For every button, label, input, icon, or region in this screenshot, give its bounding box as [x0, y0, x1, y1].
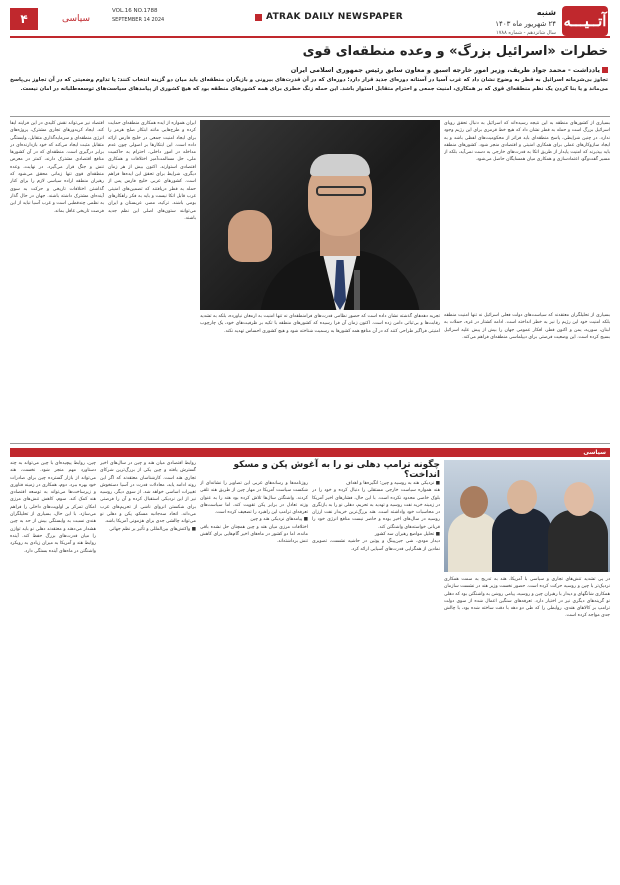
- microphone-icon: [354, 270, 360, 310]
- lead-intro: تجاوز بی‌شرمانه اسرائیل به قطر به وضوح نشان داد که غرب آسیا در آستانه دوره‌ای جدید قرار دارد؛ دوره‌ای که در آن قدرت‌های بیرونی و بازیگران منطقه‌ای باید میان دو گزینه انتخاب کنند: یا تداوم وضعیتی که در آن تجاوز بی‌پاسخ می‌ماند و یا بنا کردن یک نظم منطقه‌ای قوی که بر همکاری، امنیت جمعی و احترام متقابل استوار باشد. این حمله زنگ خطری برای همه کشورهای منطقه بود که هیچ کشوری از پیامدهای سیاست‌های توسعه‌طلبانه در امان نیست.: [10, 77, 608, 92]
- volume-date: SEPTEMBER 14 2024: [112, 17, 165, 23]
- issue-date: ۲۴ شهریور ماه ۱۴۰۳: [495, 20, 556, 28]
- second-column-1: در پی تشدید تنش‌های تجاری و سیاسی با آمریکا، هند به تدریج به سمت همکاری نزدیک‌تر با چین و روسیه حرکت کرده است. حضور نخست وزیر هند در نشست سازمان همکاری شانگهای و دیدار با رهبران چین و روسیه، پیامی روشن به واشنگتن بود که دهلی نو گزینه‌های دیگری نیز در اختیار دارد. تعرفه‌های سنگین اعمال شده از سوی دولت ترامپ بر کالاهای هندی، روابطی را که طی دو دهه با دقت ساخته شده بود، با چالش جدی مواجه کرده است.: [444, 577, 610, 619]
- second-column-3: روزنامه‌ها و رسانه‌های غربی این تصاویر را نشانه‌ای از شکست سیاست آمریکا در مهار چین از طریق هند تلقی کردند. واشنگتن سال‌ها تلاش کرده بود هند را به عنوان وزنه تعادل در برابر پکن تقویت کند، اما سیاست‌های تعرفه‌ای ترامپ این راهبرد را تضعیف کرده است. ■ پیامدهای نزدیکی هند و چین اختلافات مرزی میان هند و چین همچنان حل نشده باقی مانده، اما دو کشور در ماه‌های اخیر گام‌هایی برای کاهش تنش برداشته‌اند.: [200, 481, 308, 545]
- photo-person-3: [548, 510, 608, 572]
- intro-divider: [10, 116, 610, 117]
- second-column-5: چین، روابط پیچیده‌ای با چین می‌تواند به چند دستاورد مهم منجر شود. نخست، هند می‌تواند از بازار گسترده چین برای صادرات خود بهره ببرد. دوم، همکاری در زمینه فناوری و زیرساخت‌ها می‌تواند به توسعه اقتصادی هند کمک کند. سوم، کاهش تنش‌های مرزی امکان تمرکز بر اولویت‌های داخلی را فراهم می‌سازد. با این حال، بسیاری از تحلیلگران هندی نسبت به وابستگی بیش از حد به چین هشدار می‌دهند و معتقدند دهلی نو باید توازن را میان قدرت‌های بزرگ حفظ کند. آینده روابط هند و آمریکا به میزان زیادی به رویکرد واشنگتن در ماه‌های آینده بستگی دارد.: [10, 461, 96, 554]
- page-number: ۴: [10, 8, 38, 30]
- second-column-4: روابط اقتصادی میان هند و چین در سال‌های اخیر گسترش یافته و چین یکی از بزرگ‌ترین شرکای تجاری هند است. کارشناسان معتقدند که اگر این روند ادامه یابد، معادلات قدرت در آسیا دستخوش تغییرات اساسی خواهد شد. از سوی دیگر، روسیه نیز از این نزدیکی استقبال کرده و آن را فرصتی برای شکستن انزوای ناشی از تحریم‌های غرب می‌داند. اتحاد سه‌جانبه مسکو، پکن و دهلی نو می‌تواند چالشی جدی برای هژمونی آمریکا باشد. ■ واکنش‌های بین‌المللی و تأثیر بر نظم جهانی: [100, 461, 196, 532]
- photo-face-2: [507, 480, 537, 514]
- newspaper-logo: آتــیـــه: [562, 6, 608, 36]
- lead-column-2: تجربه دهه‌های گذشته نشان داده است که حضور نظامی قدرت‌های فرامنطقه‌ای نه تنها امنیت به ارمغان نیاورده، بلکه به تشدید رقابت‌ها و بی‌ثباتی دامن زده است. اکنون زمان آن فرا رسیده که کشورهای منطقه با تکیه بر ظرفیت‌های خود، یک چارچوب امنیتی فراگیر طراحی کنند که در آن منافع همه کشورها به رسمیت شناخته شود و هیچ کشوری احساس تهدید نکند.: [200, 314, 440, 334]
- lead-column-1-cont: بسیاری از تحلیلگران معتقدند که سیاست‌های دولت فعلی اسرائیل نه تنها امنیت منطقه بلکه امنیت خود این رژیم را نیز به خطر انداخته است. ادامه کشتار در غزه، حملات به لبنان، سوریه، یمن و اکنون قطر، افکار عمومی جهان را بیش از پیش علیه اسرائیل بسیج کرده است. این وضعیت فرصتی برای دیپلماسی منطقه‌ای فراهم می‌کند.: [444, 313, 610, 340]
- lead-headline: خطرات «اسرائیل بزرگ» و وعده منطقه‌ای قوی: [302, 44, 608, 59]
- lead-byline: یادداشت - محمد جواد ظریف، وزیر امور خارجه اسبق و معاون سابق رئیس جمهوری اسلامی ایران: [290, 66, 600, 74]
- square-bullet-icon: [255, 14, 262, 21]
- header-divider: [10, 36, 610, 38]
- photo-hair: [310, 154, 370, 176]
- lead-column-4: اقتصاد نیز می‌تواند نقش کلیدی در این فرایند ایفا کند. ایجاد کریدورهای تجاری مشترک، پروژه‌های انرژی منطقه‌ای و سرمایه‌گذاری متقابل، وابستگی متقابل مثبت ایجاد می‌کند که خود بازدارنده‌ای در برابر درگیری است. منطقه‌ای که در آن کشورها منافع اقتصادی مشترک دارند، کمتر در معرض تنش و جنگ قرار می‌گیرد. در نهایت، وعده منطقه‌ای قوی تنها زمانی محقق می‌شود که رهبران منطقه اراده سیاسی لازم را برای کنار گذاشتن اختلافات تاریخی و حرکت به سوی آینده‌ای مشترک داشته باشند. جهان در حال گذار به نظمی چندقطبی است و غرب آسیا نباید از این فرصت تاریخی غافل بماند.: [10, 121, 104, 214]
- second-headline: چگونه ترامپ دهلی نو را به آغوش پکن و مسکو انداخت؟: [233, 460, 440, 480]
- second-column-2: ■ نزدیکی هند به روسیه و چین؛ انگیزه‌ها و اهداف هند همواره سیاست خارجی مستقلی را دنبال کرده و خود را در بلوک خاصی محدود نکرده است. با این حال، فشارهای اخیر آمریکا در زمینه خرید نفت روسیه و تهدید به تحریم، دهلی نو را به بازنگری در محاسبات خود واداشته است. هند بزرگ‌ترین خریدار نفت ارزان روسیه در سال‌های اخیر بوده و حاضر نیست منافع انرژی خود را قربانی خواسته‌های واشنگتن کند. ■ تحلیل مواضع رهبران سه کشور دیدار مودی، شی جین‌پینگ و پوتین در حاشیه نشست، تصویری نمادین از همگرایی قدرت‌های آسیایی ارائه کرد.: [312, 481, 440, 552]
- photo-face-3: [564, 482, 594, 516]
- volume-number: VOL.16 NO.1788: [112, 8, 158, 14]
- photo-person-2: [492, 508, 552, 572]
- lead-column-1: بسیاری از کشورهای منطقه به این نتیجه رسیده‌اند که اسرائیل به دنبال تحقق رویای اسرائیل بزرگ است و حمله به قطر نشان داد که هیچ خط قرمزی برای این رژیم وجود ندارد. در چنین شرایطی، پاسخ منطقه‌ای باید فراتر از محکومیت‌های لفظی باشد و به ایجاد سازوکارهای عملی برای همکاری امنیتی و اقتصادی منجر شود. کشورهای منطقه باید بپذیرند که امنیت پایدار از طریق اتکا به قدرت‌های خارجی به دست نمی‌آید، بلکه از مسیر گفت‌وگو، اعتمادسازی و همکاری میان همسایگان حاصل می‌شود.: [444, 121, 610, 163]
- second-photo: [444, 460, 610, 572]
- section-band-label: سیاسی: [583, 449, 606, 456]
- photo-hand: [228, 210, 272, 262]
- section-band: [10, 448, 610, 457]
- section-label: سیاسی: [61, 14, 91, 24]
- section-divider: [10, 443, 610, 444]
- photo-glasses: [316, 186, 366, 196]
- issue-day: شنبه: [536, 8, 556, 17]
- lead-column-3: ایران همواره از ایده همکاری منطقه‌ای حمایت کرده و طرح‌هایی مانند ابتکار صلح هرمز را برای ایجاد امنیت جمعی در خلیج فارس ارائه داده است. این ابتکارها بر اصولی چون عدم مداخله در امور داخلی، احترام به حاکمیت ملی، حل مسالمت‌آمیز اختلافات و همکاری اقتصادی استوارند. اکنون بیش از هر زمان دیگری، شرایط برای تحقق این ایده‌ها فراهم است. کشورهای عربی خلیج فارس پس از حمله به قطر دریافتند که تضمین‌های امنیتی غرب قابل اتکا نیست و باید به فکر راهکارهای بومی باشند. ترکیه، مصر، عربستان و ایران می‌توانند ستون‌های اصلی این نظم جدید باشند.: [108, 121, 196, 221]
- issue-number: سال شانزدهم - شماره ۱۷۸۸: [496, 30, 556, 36]
- square-bullet-icon: [602, 67, 608, 73]
- lead-photo: [200, 120, 440, 310]
- photo-face-1: [460, 486, 488, 518]
- brand-name: ATRAK DAILY NEWSPAPER: [266, 12, 403, 22]
